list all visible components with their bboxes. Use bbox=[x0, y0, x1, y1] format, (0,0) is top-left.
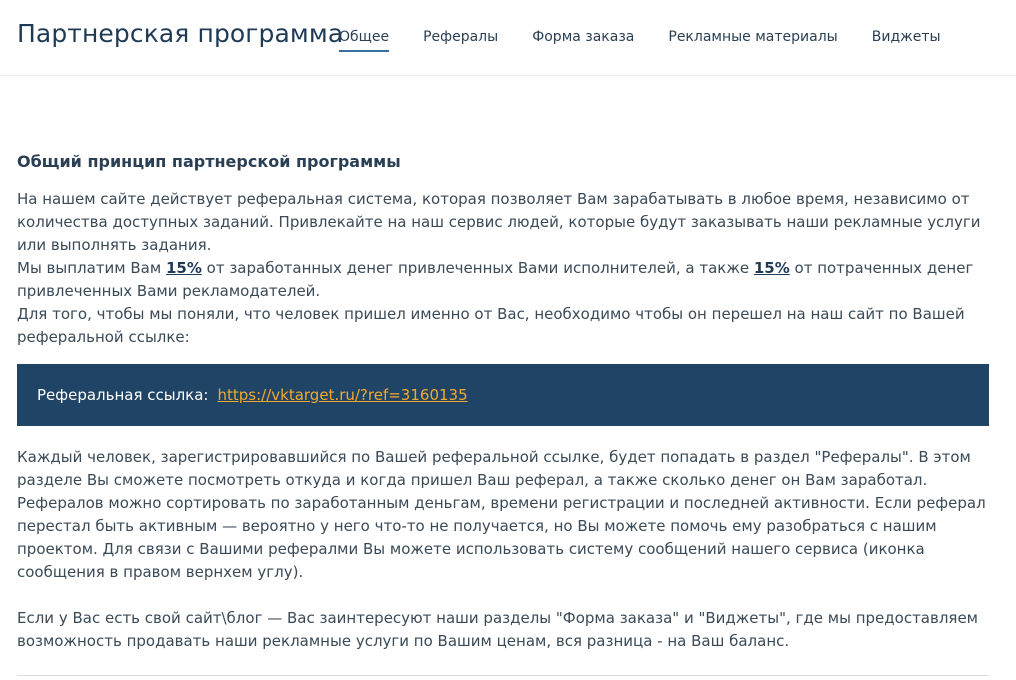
payout-suffix: от потраченных денег привлеченных Вами рекламодателей. bbox=[17, 259, 974, 300]
tab-order-form[interactable]: Форма заказа bbox=[532, 29, 635, 45]
intro-line-3: Для того, чтобы мы поняли, что человек пришел именно от Вас, необходимо чтобы он перешел на наш сайт по Вашей реферальной ссылке: bbox=[17, 305, 965, 346]
tab-general[interactable]: Общее bbox=[339, 29, 389, 52]
divider bbox=[17, 675, 989, 676]
section-tabs bbox=[339, 29, 975, 52]
referral-link[interactable]: https://vktarget.ru/?ref=3160135 bbox=[217, 386, 468, 404]
tab-ad-materials[interactable]: Рекламные материалы bbox=[668, 29, 838, 45]
tab-referrals[interactable]: Рефералы bbox=[423, 29, 499, 45]
payout-percent-advertisers: 15% bbox=[753, 259, 790, 277]
main-content bbox=[17, 152, 989, 653]
site-description: Если у Вас есть свой сайт\блог — Вас заинтересуют наши разделы "Форма заказа" и "Виджеты", где мы предоставляем возможность продавать наши рекламные услуги по Вашим ценам, вся разница - на Ваш баланс. bbox=[17, 609, 978, 650]
intro-line-1: На нашем сайте действует реферальная система, которая позволяет Вам зарабатывать в любое время, независимо от количества доступных заданий. Привлекайте на наш сервис людей, которые будут заказывать наши рекламные услуги или выполнять задания. bbox=[17, 190, 981, 254]
referral-link-label: Реферальная ссылка: bbox=[37, 386, 209, 404]
tab-widgets[interactable]: Виджеты bbox=[871, 29, 941, 45]
intro-text bbox=[17, 188, 989, 349]
top-header bbox=[0, 0, 1016, 76]
page-title: Партнерская программа bbox=[17, 19, 344, 48]
payout-middle: от заработанных денег привлеченных Вами исполнителей, а также bbox=[201, 259, 754, 277]
referrals-description: Каждый человек, зарегистрировавшийся по Вашей реферальной ссылке, будет попадать в раздел "Рефералы". В этом разделе Вы сможете посмотреть откуда и когда пришел Ваш реферал, а также сколько денег он Вам заработал. Рефералов можно сортировать по заработанным деньгам, времени регистрации и последней активности. Если реферал перестал быть активным — вероятно у него что-то не получается, но Вы можете помочь ему разобраться с нашим проектом. Для связи с Вашими рефералми Вы можете использовать систему сообщений нашего сервиса (иконка сообщения в правом вернхем углу). bbox=[17, 448, 986, 581]
payout-percent-executors: 15% bbox=[165, 259, 202, 277]
section-title: Общий принцип партнерской программы bbox=[17, 152, 401, 171]
referral-link-box bbox=[17, 364, 989, 426]
payout-prefix: Мы выплатим Вам bbox=[17, 259, 166, 277]
